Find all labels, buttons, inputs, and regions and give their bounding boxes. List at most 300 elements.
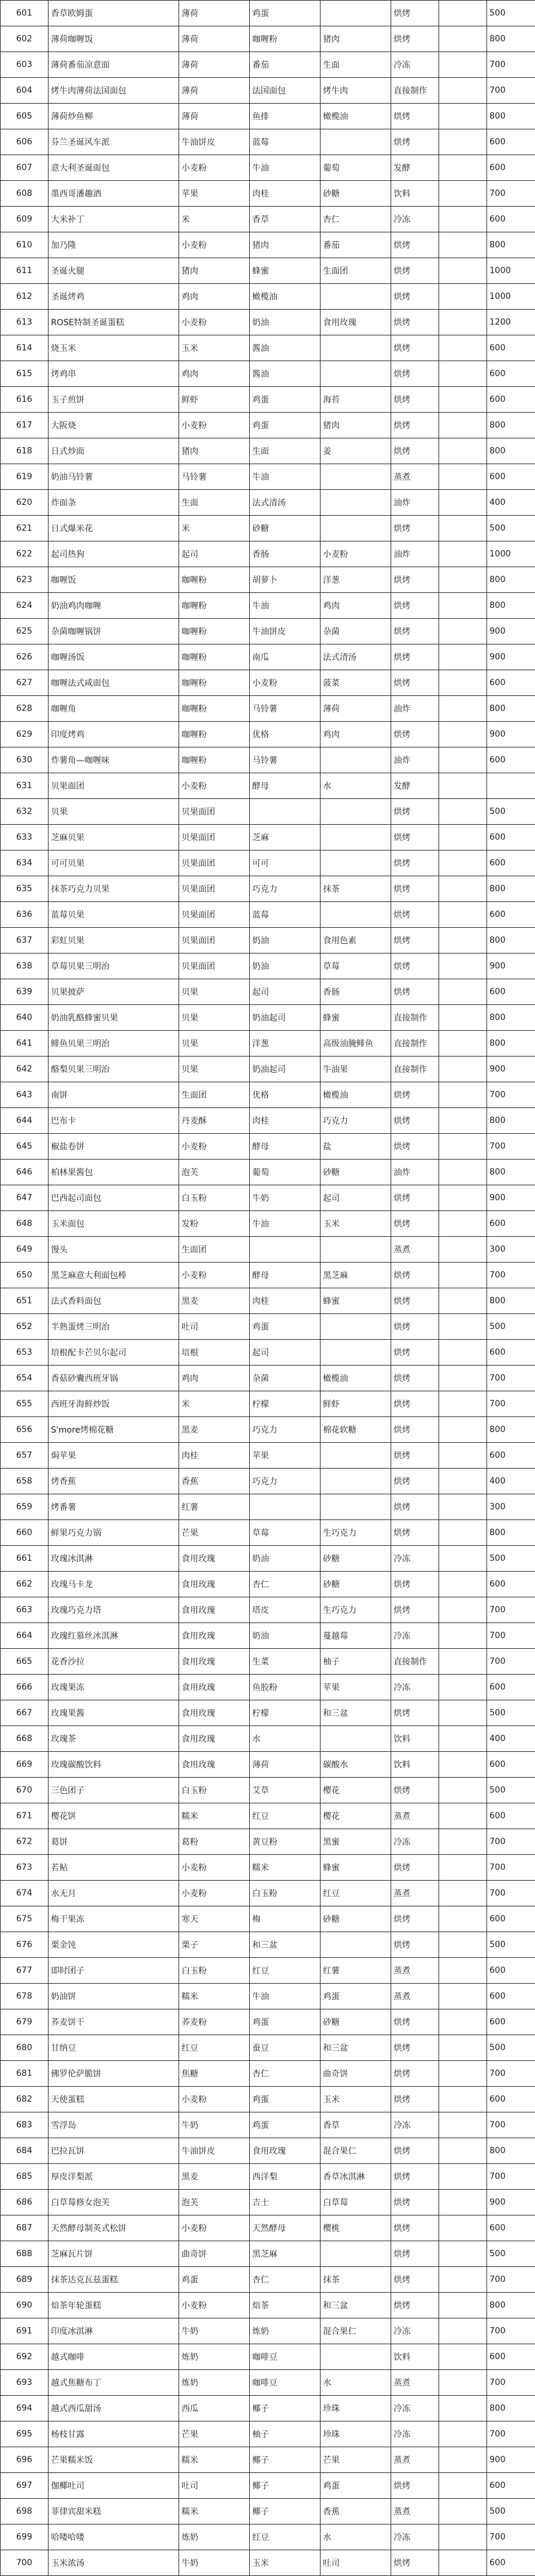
recipe-name-cell: 玫瑰冰淇淋 [49, 1546, 179, 1572]
ingredient-2-cell: 炼奶 [250, 2318, 321, 2344]
recipe-id-cell: 630 [1, 747, 49, 773]
recipe-id-cell: 635 [1, 876, 49, 902]
empty-cell [439, 1134, 487, 1160]
cooking-method-cell: 烘烤 [391, 2550, 439, 2576]
recipe-name-cell: 玉米面包 [49, 1211, 179, 1237]
empty-cell [439, 1031, 487, 1057]
ingredient-1-cell: 牛奶 [179, 2318, 250, 2344]
cooking-method-cell: 烘烤 [391, 1469, 439, 1494]
ingredient-1-cell: 小麦粉 [179, 1134, 250, 1160]
recipe-name-cell: 芬兰圣诞风车派 [49, 129, 179, 155]
recipe-name-cell: ROSE特制圣诞蛋糕 [49, 310, 179, 335]
ingredient-3-cell: 黑芝麻 [321, 1263, 391, 1288]
table-row [1, 696, 535, 722]
price-cell: 1000 [487, 541, 535, 567]
price-cell: 600 [487, 1340, 535, 1366]
table-row [1, 799, 535, 825]
ingredient-1-cell: 糯米 [179, 2499, 250, 2524]
price-cell: 500 [487, 1932, 535, 1958]
price-cell: 1200 [487, 310, 535, 335]
ingredient-1-cell: 食用玫瑰 [179, 1649, 250, 1675]
empty-cell [439, 722, 487, 747]
ingredient-1-cell: 贝果 [179, 1057, 250, 1082]
ingredient-1-cell: 鸡肉 [179, 1366, 250, 1391]
ingredient-3-cell: 薄荷 [321, 696, 391, 722]
recipe-name-cell: 炸面条 [49, 490, 179, 516]
ingredient-1-cell: 小麦粉 [179, 1263, 250, 1288]
ingredient-2-cell: 苹果 [250, 1443, 321, 1469]
ingredient-1-cell: 红豆 [179, 2035, 250, 2061]
empty-cell [439, 1623, 487, 1649]
ingredient-3-cell: 鲜虾 [321, 1391, 391, 1417]
table-row [1, 2447, 535, 2473]
recipe-id-cell: 648 [1, 1211, 49, 1237]
empty-cell [439, 773, 487, 799]
ingredient-3-cell: 抹茶 [321, 876, 391, 902]
ingredient-3-cell: 生巧克力 [321, 1597, 391, 1623]
table-row [1, 1984, 535, 2009]
table-row [1, 1778, 535, 1803]
price-cell: 500 [487, 1778, 535, 1803]
ingredient-3-cell: 砂糖 [321, 181, 391, 207]
empty-cell [439, 2370, 487, 2396]
empty-cell [439, 1649, 487, 1675]
ingredient-3-cell: 水 [321, 2370, 391, 2396]
recipe-id-cell: 666 [1, 1675, 49, 1700]
recipe-name-cell: 意大利圣诞面包 [49, 155, 179, 181]
table-row [1, 2112, 535, 2138]
ingredient-2-cell: 起司 [250, 979, 321, 1005]
ingredient-1-cell: 西瓜 [179, 2396, 250, 2421]
table-row [1, 2473, 535, 2499]
ingredient-3-cell: 杂菌 [321, 619, 391, 644]
recipe-name-cell: 奶油马铃薯 [49, 464, 179, 490]
recipe-name-cell: 奶油鸡肉咖喱 [49, 593, 179, 619]
cooking-method-cell: 直接制作 [391, 78, 439, 104]
ingredient-3-cell: 红薯 [321, 1958, 391, 1984]
recipe-id-cell: 677 [1, 1958, 49, 1984]
ingredient-2-cell: 法式清汤 [250, 490, 321, 516]
table-row [1, 2035, 535, 2061]
ingredient-1-cell: 贝果面团 [179, 902, 250, 928]
ingredient-2-cell: 奶油 [250, 1546, 321, 1572]
table-row [1, 1855, 535, 1881]
empty-cell [439, 1520, 487, 1546]
ingredient-1-cell: 贝果面团 [179, 953, 250, 979]
price-cell: 700 [487, 2524, 535, 2550]
table-row [1, 1597, 535, 1623]
ingredient-1-cell: 咖喱粉 [179, 696, 250, 722]
table-row [1, 258, 535, 284]
cooking-method-cell: 烘烤 [391, 335, 439, 361]
empty-cell [439, 2396, 487, 2421]
ingredient-3-cell: 草莓 [321, 953, 391, 979]
table-row [1, 1057, 535, 1082]
empty-cell [439, 2524, 487, 2550]
recipe-name-cell: 圣诞火腿 [49, 258, 179, 284]
ingredient-1-cell: 咖喱粉 [179, 644, 250, 670]
cooking-method-cell: 发酵 [391, 155, 439, 181]
recipe-id-cell: 665 [1, 1649, 49, 1675]
recipe-id-cell: 672 [1, 1829, 49, 1855]
ingredient-1-cell: 小麦粉 [179, 1855, 250, 1881]
cooking-method-cell: 冷冻 [391, 2112, 439, 2138]
ingredient-2-cell: 肉桂 [250, 1288, 321, 1314]
ingredient-1-cell: 白玉粉 [179, 1778, 250, 1803]
ingredient-2-cell: 生面 [250, 438, 321, 464]
cooking-method-cell: 冷冻 [391, 52, 439, 78]
table-row [1, 2550, 535, 2576]
cooking-method-cell: 冷冻 [391, 1675, 439, 1700]
recipe-id-cell: 669 [1, 1752, 49, 1778]
empty-cell [439, 26, 487, 52]
table-row [1, 181, 535, 207]
empty-cell [439, 181, 487, 207]
recipe-id-cell: 645 [1, 1134, 49, 1160]
recipe-name-cell: 咖喱饭 [49, 567, 179, 593]
ingredient-3-cell: 鸡蛋 [321, 1984, 391, 2009]
table-row [1, 1700, 535, 1726]
ingredient-3-cell: 生面 [321, 52, 391, 78]
price-cell: 700 [487, 2421, 535, 2447]
cooking-method-cell: 冷冻 [391, 207, 439, 232]
recipe-name-cell: 芒果糯米饭 [49, 2447, 179, 2473]
price-cell: 700 [487, 1391, 535, 1417]
ingredient-1-cell: 牛油饼皮 [179, 129, 250, 155]
ingredient-3-cell [321, 1, 391, 26]
ingredient-1-cell: 鲜虾 [179, 387, 250, 413]
price-cell: 600 [487, 2550, 535, 2576]
recipe-id-cell: 700 [1, 2550, 49, 2576]
recipe-id-cell: 620 [1, 490, 49, 516]
ingredient-2-cell: 艾草 [250, 1778, 321, 1803]
ingredient-3-cell: 葡萄 [321, 155, 391, 181]
ingredient-2-cell: 鸡蛋 [250, 1314, 321, 1340]
price-cell: 600 [487, 335, 535, 361]
ingredient-2-cell: 优格 [250, 1082, 321, 1108]
table-row [1, 541, 535, 567]
price-cell: 700 [487, 1855, 535, 1881]
ingredient-1-cell: 发粉 [179, 1211, 250, 1237]
table-row [1, 1494, 535, 1520]
recipe-name-cell: 伽椰吐司 [49, 2473, 179, 2499]
price-cell: 700 [487, 2164, 535, 2190]
ingredient-3-cell: 玉米 [321, 2087, 391, 2112]
recipe-name-cell: 烤鸡串 [49, 361, 179, 387]
ingredient-1-cell: 肉桂 [179, 1443, 250, 1469]
price-cell: 700 [487, 1623, 535, 1649]
table-row [1, 1958, 535, 1984]
cooking-method-cell: 烘烤 [391, 2035, 439, 2061]
recipe-id-cell: 650 [1, 1263, 49, 1288]
table-row [1, 26, 535, 52]
recipe-name-cell: 印度烤鸡 [49, 722, 179, 747]
ingredient-2-cell: 芝麻 [250, 825, 321, 850]
ingredient-3-cell: 菠菜 [321, 670, 391, 696]
table-row [1, 1829, 535, 1855]
table-row [1, 1649, 535, 1675]
ingredient-2-cell: 鱼排 [250, 104, 321, 129]
cooking-method-cell: 烘烤 [391, 902, 439, 928]
cooking-method-cell: 烘烤 [391, 670, 439, 696]
ingredient-1-cell: 白玉粉 [179, 1958, 250, 1984]
price-cell: 600 [487, 2009, 535, 2035]
empty-cell [439, 129, 487, 155]
ingredient-3-cell: 樱桃 [321, 2215, 391, 2241]
recipe-id-cell: 609 [1, 207, 49, 232]
table-row [1, 1108, 535, 1134]
recipe-name-cell: 西班牙海鲜炒饭 [49, 1391, 179, 1417]
ingredient-1-cell: 贝果面团 [179, 825, 250, 850]
ingredient-1-cell: 贝果 [179, 1031, 250, 1057]
table-row [1, 876, 535, 902]
price-cell: 800 [487, 696, 535, 722]
price-cell: 900 [487, 1057, 535, 1082]
empty-cell [439, 1185, 487, 1211]
ingredient-2-cell: 柠檬 [250, 1391, 321, 1417]
table-row [1, 567, 535, 593]
ingredient-1-cell: 米 [179, 207, 250, 232]
ingredient-2-cell: 香肠 [250, 541, 321, 567]
recipe-name-cell: 樱花饼 [49, 1803, 179, 1829]
recipe-name-cell: 大阪烧 [49, 413, 179, 438]
cooking-method-cell: 直接制作 [391, 1649, 439, 1675]
price-cell: 700 [487, 1082, 535, 1108]
recipe-id-cell: 627 [1, 670, 49, 696]
empty-cell [439, 1366, 487, 1391]
cooking-method-cell: 烘烤 [391, 825, 439, 850]
recipe-name-cell: 墨西哥潘趣酒 [49, 181, 179, 207]
price-cell: 700 [487, 1263, 535, 1288]
table-row [1, 2087, 535, 2112]
ingredient-2-cell: 杏仁 [250, 1572, 321, 1597]
price-cell: 800 [487, 928, 535, 953]
table-row [1, 2293, 535, 2318]
table-row [1, 670, 535, 696]
ingredient-3-cell: 蔓越莓 [321, 1623, 391, 1649]
price-cell: 700 [487, 2061, 535, 2087]
ingredient-1-cell: 咖喱粉 [179, 747, 250, 773]
cooking-method-cell: 烘烤 [391, 953, 439, 979]
ingredient-1-cell: 薄荷 [179, 104, 250, 129]
empty-cell [439, 284, 487, 310]
recipe-id-cell: 611 [1, 258, 49, 284]
price-cell: 600 [487, 825, 535, 850]
table-row [1, 2318, 535, 2344]
price-cell: 800 [487, 438, 535, 464]
ingredient-3-cell: 食用玫瑰 [321, 310, 391, 335]
table-row [1, 490, 535, 516]
table-row [1, 1, 535, 26]
empty-cell [439, 1494, 487, 1520]
ingredient-1-cell: 食用玫瑰 [179, 1700, 250, 1726]
empty-cell [439, 361, 487, 387]
recipe-name-cell: 越式咖啡 [49, 2344, 179, 2370]
ingredient-2-cell: 天然酵母 [250, 2215, 321, 2241]
ingredient-1-cell: 贝果 [179, 979, 250, 1005]
empty-cell [439, 1726, 487, 1752]
table-row [1, 2190, 535, 2215]
table-row [1, 1469, 535, 1494]
ingredient-3-cell [321, 361, 391, 387]
recipe-name-cell: 草莓贝果三明治 [49, 953, 179, 979]
recipe-name-cell: 奶油乳酪蜂蜜贝果 [49, 1005, 179, 1031]
price-cell: 600 [487, 464, 535, 490]
empty-cell [439, 644, 487, 670]
empty-cell [439, 438, 487, 464]
price-cell: 800 [487, 104, 535, 129]
ingredient-3-cell: 苹果 [321, 1675, 391, 1700]
ingredient-3-cell: 黑蜜 [321, 1829, 391, 1855]
ingredient-2-cell: 食用玫瑰 [250, 2138, 321, 2164]
recipe-id-cell: 662 [1, 1572, 49, 1597]
cooking-method-cell: 烘烤 [391, 850, 439, 876]
ingredient-1-cell: 马铃薯 [179, 464, 250, 490]
recipe-name-cell: 越式西瓜甜汤 [49, 2396, 179, 2421]
recipe-name-cell: 荞麦饼干 [49, 2009, 179, 2035]
empty-cell [439, 567, 487, 593]
recipe-id-cell: 622 [1, 541, 49, 567]
table-row [1, 1417, 535, 1443]
price-cell: 700 [487, 2318, 535, 2344]
cooking-method-cell: 烘烤 [391, 1520, 439, 1546]
recipe-id-cell: 676 [1, 1932, 49, 1958]
recipe-id-cell: 670 [1, 1778, 49, 1803]
ingredient-2-cell: 胡萝卜 [250, 567, 321, 593]
recipe-name-cell: 法式香料面包 [49, 1288, 179, 1314]
cooking-method-cell: 油炸 [391, 1160, 439, 1185]
ingredient-3-cell: 洋葱 [321, 567, 391, 593]
price-cell: 800 [487, 2138, 535, 2164]
recipe-name-cell: 烤香蕉 [49, 1469, 179, 1494]
ingredient-3-cell: 碳酸水 [321, 1752, 391, 1778]
recipe-name-cell: 培根配卡芒贝尔起司 [49, 1340, 179, 1366]
ingredient-2-cell: 蚕豆 [250, 2035, 321, 2061]
empty-cell [439, 1211, 487, 1237]
recipe-name-cell: 炸薯角—咖喱味 [49, 747, 179, 773]
ingredient-1-cell: 培根 [179, 1340, 250, 1366]
cooking-method-cell: 烘烤 [391, 1082, 439, 1108]
ingredient-1-cell: 黑麦 [179, 2164, 250, 2190]
empty-cell [439, 1340, 487, 1366]
table-row [1, 722, 535, 747]
empty-cell [439, 52, 487, 78]
ingredient-1-cell: 焦糖 [179, 2061, 250, 2087]
empty-cell [439, 1237, 487, 1263]
table-row [1, 1005, 535, 1031]
ingredient-1-cell: 生面 [179, 490, 250, 516]
price-cell: 700 [487, 1649, 535, 1675]
recipe-name-cell: 烧玉米 [49, 335, 179, 361]
recipe-id-cell: 643 [1, 1082, 49, 1108]
table-row [1, 2524, 535, 2550]
empty-cell [439, 2293, 487, 2318]
ingredient-3-cell [321, 129, 391, 155]
recipe-name-cell: 咖喱法式咸面包 [49, 670, 179, 696]
price-cell: 900 [487, 2447, 535, 2473]
price-cell: 500 [487, 1314, 535, 1340]
ingredient-1-cell: 猪肉 [179, 258, 250, 284]
table-row [1, 1546, 535, 1572]
table-row [1, 387, 535, 413]
cooking-method-cell: 烘烤 [391, 1288, 439, 1314]
price-cell: 600 [487, 1984, 535, 2009]
recipe-id-cell: 610 [1, 232, 49, 258]
cooking-method-cell: 烘烤 [391, 361, 439, 387]
table-row [1, 1288, 535, 1314]
price-cell: 500 [487, 2499, 535, 2524]
ingredient-3-cell: 砂糖 [321, 1906, 391, 1932]
price-cell: 600 [487, 670, 535, 696]
cooking-method-cell: 烘烤 [391, 2164, 439, 2190]
cooking-method-cell: 烘烤 [391, 1597, 439, 1623]
recipe-id-cell: 632 [1, 799, 49, 825]
price-cell: 1000 [487, 284, 535, 310]
ingredient-1-cell: 荞麦粉 [179, 2009, 250, 2035]
price-cell: 800 [487, 1520, 535, 1546]
recipe-name-cell: 南饼 [49, 1082, 179, 1108]
price-cell: 800 [487, 1160, 535, 1185]
price-cell: 800 [487, 232, 535, 258]
recipe-name-cell: 贝果 [49, 799, 179, 825]
cooking-method-cell: 烘烤 [391, 1185, 439, 1211]
ingredient-1-cell: 牛油饼皮 [179, 2138, 250, 2164]
ingredient-3-cell: 和三盆 [321, 1700, 391, 1726]
empty-cell [439, 1984, 487, 2009]
ingredient-1-cell: 咖喱粉 [179, 619, 250, 644]
ingredient-2-cell: 巧克力 [250, 876, 321, 902]
recipe-id-cell: 674 [1, 1881, 49, 1906]
recipe-name-cell: 鲱鱼贝果三明治 [49, 1031, 179, 1057]
empty-cell [439, 1881, 487, 1906]
table-row [1, 850, 535, 876]
ingredient-3-cell: 鸡蛋 [321, 2473, 391, 2499]
recipe-name-cell: 雪浮岛 [49, 2112, 179, 2138]
table-row [1, 2215, 535, 2241]
ingredient-2-cell: 梅 [250, 1906, 321, 1932]
empty-cell [439, 1417, 487, 1443]
ingredient-1-cell: 起司 [179, 541, 250, 567]
ingredient-3-cell: 芒果 [321, 2447, 391, 2473]
empty-cell [439, 1778, 487, 1803]
recipe-name-cell: 薄荷炒鱼柳 [49, 104, 179, 129]
recipe-id-cell: 629 [1, 722, 49, 747]
price-cell: 600 [487, 207, 535, 232]
recipe-name-cell: 奶油饼 [49, 1984, 179, 2009]
price-cell: 800 [487, 2293, 535, 2318]
price-cell: 800 [487, 593, 535, 619]
empty-cell [439, 696, 487, 722]
ingredient-3-cell: 和三盆 [321, 2293, 391, 2318]
price-cell: 700 [487, 2267, 535, 2293]
cooking-method-cell: 烘烤 [391, 1263, 439, 1288]
empty-cell [439, 1082, 487, 1108]
ingredient-2-cell: 白玉粉 [250, 1881, 321, 1906]
recipe-name-cell: 可可贝果 [49, 850, 179, 876]
ingredient-2-cell [250, 1494, 321, 1520]
ingredient-1-cell: 贝果面团 [179, 876, 250, 902]
price-cell: 500 [487, 1546, 535, 1572]
price-cell: 800 [487, 1031, 535, 1057]
table-row [1, 1443, 535, 1469]
empty-cell [439, 2009, 487, 2035]
empty-cell [439, 2061, 487, 2087]
price-cell: 700 [487, 2112, 535, 2138]
cooking-method-cell: 饮料 [391, 1752, 439, 1778]
empty-cell [439, 310, 487, 335]
table-row [1, 2267, 535, 2293]
recipe-name-cell: 薄荷番茄凉意面 [49, 52, 179, 78]
